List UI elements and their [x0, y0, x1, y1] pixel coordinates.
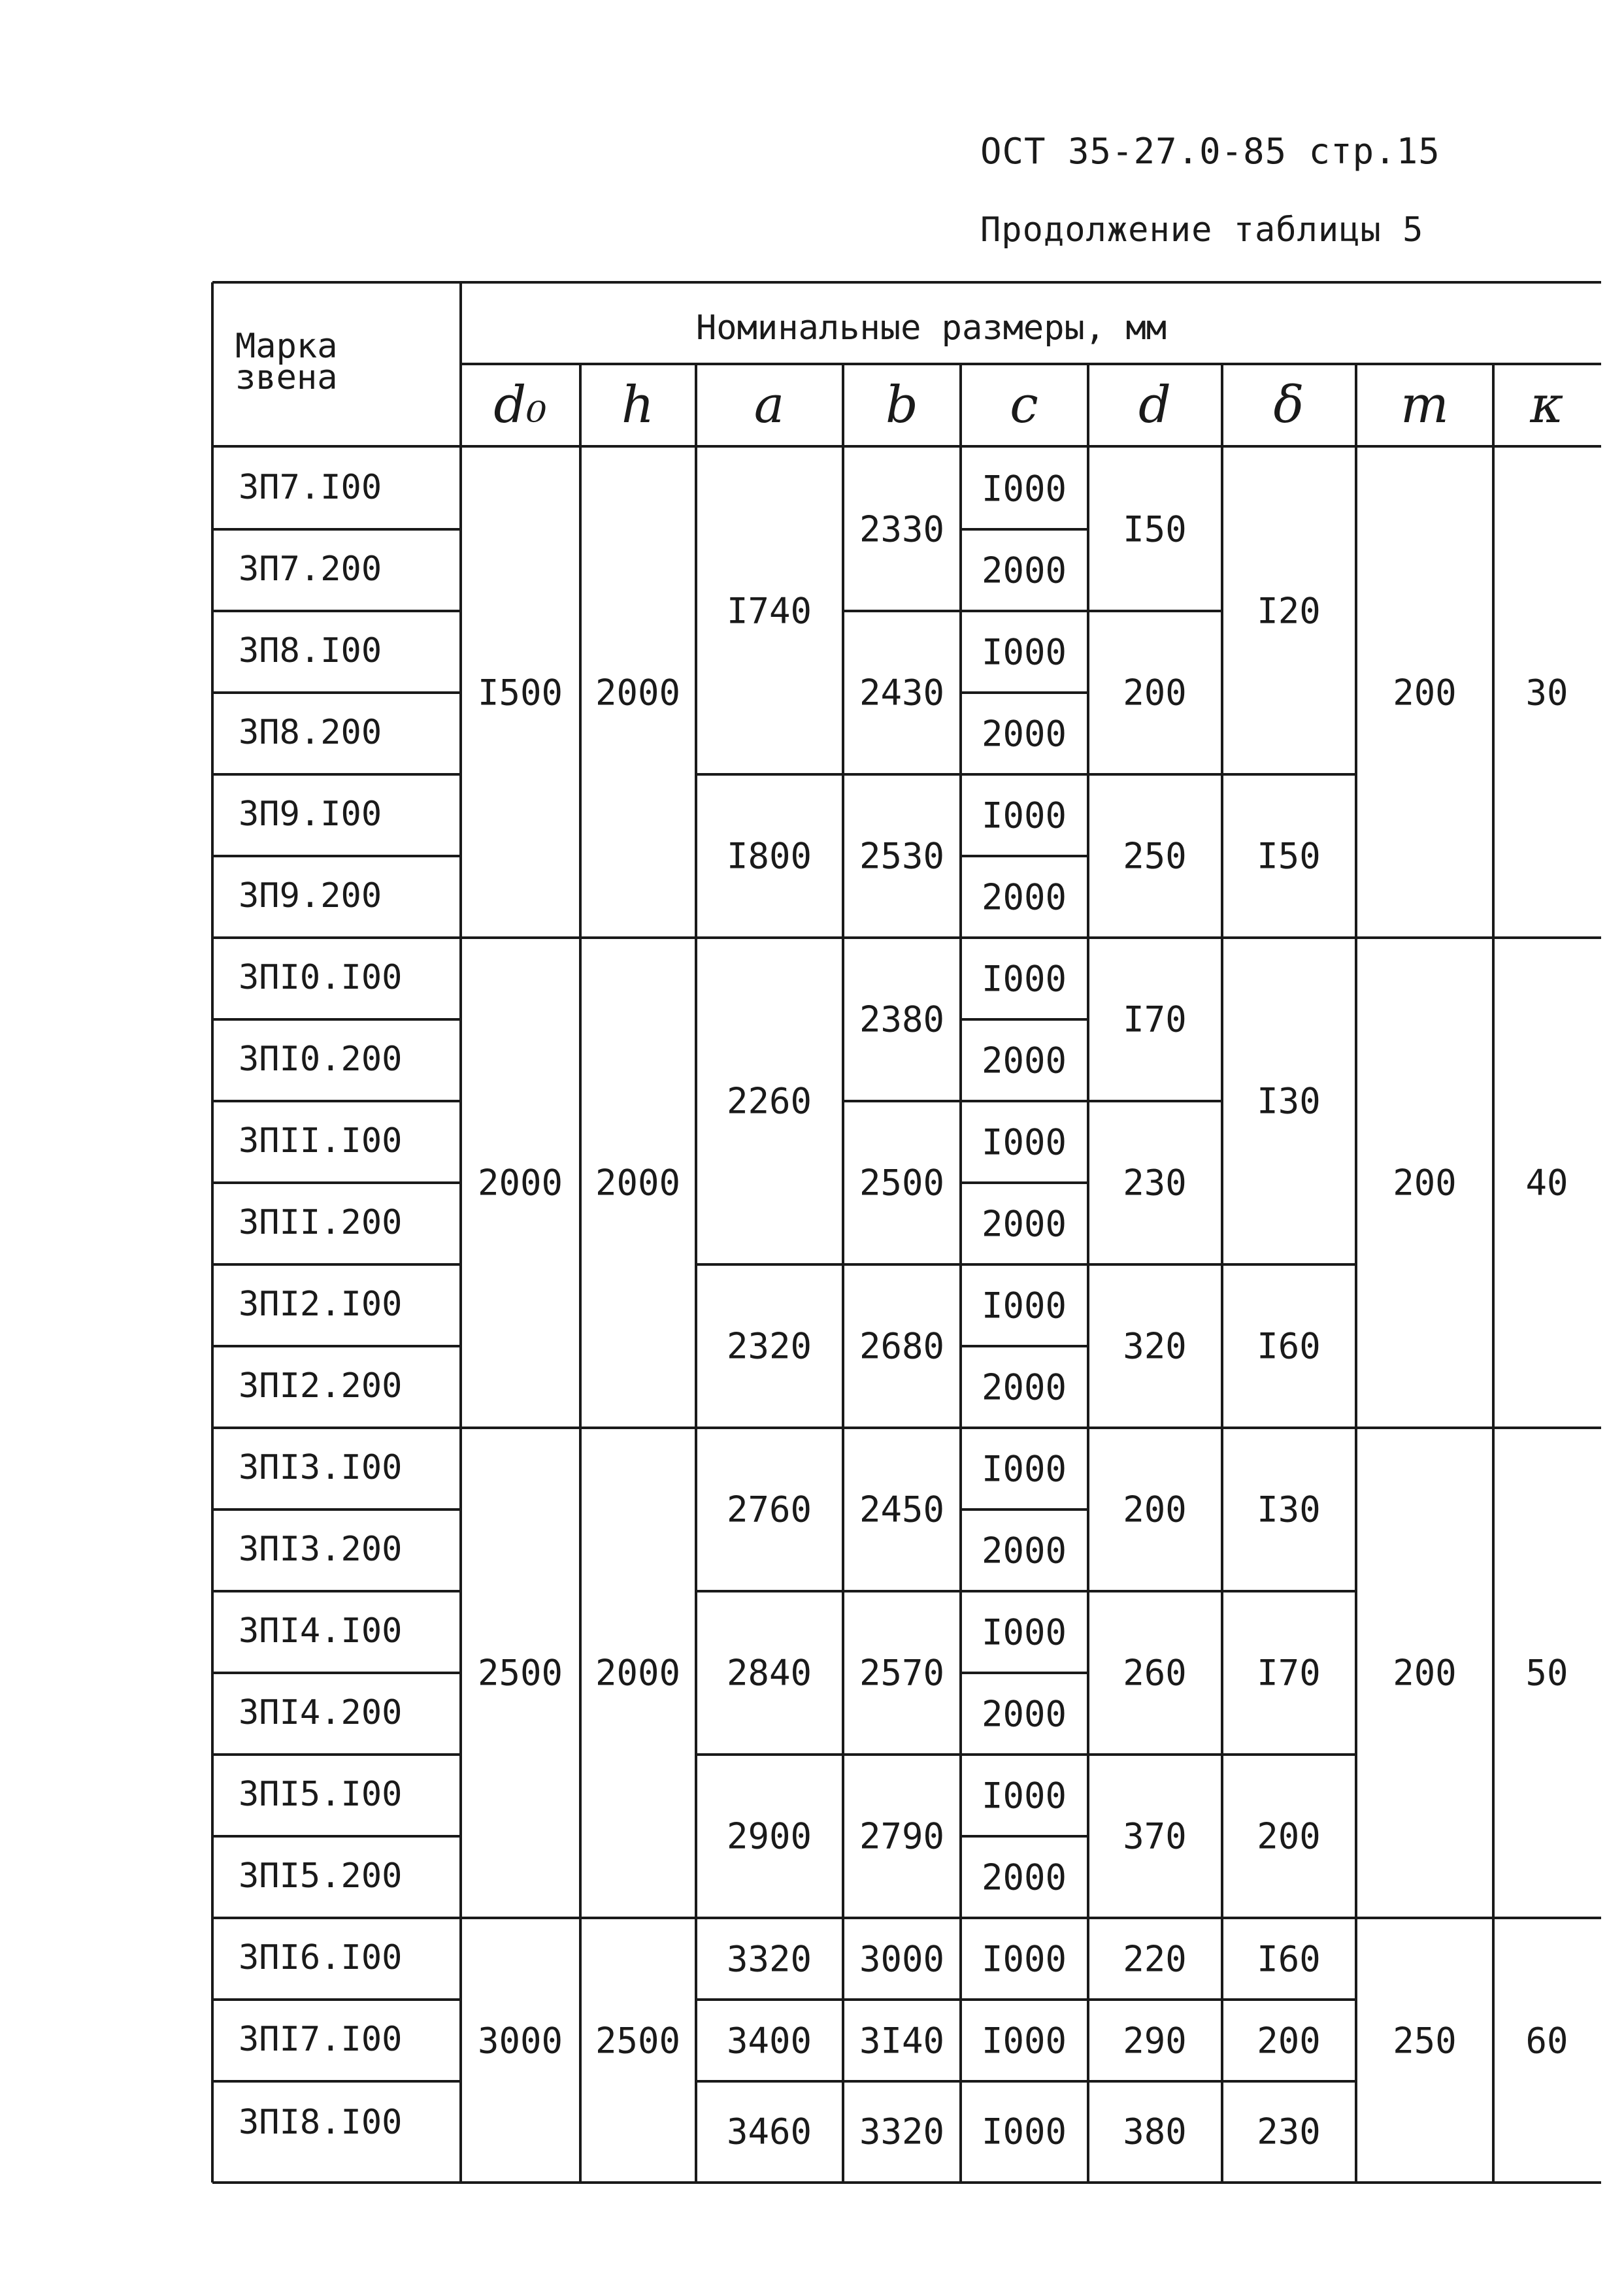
a-cell: I800 — [726, 835, 812, 877]
mark-cell: ЗП8.200 — [239, 713, 382, 752]
h-cell: 2000 — [595, 1162, 681, 1204]
dims-header: Номинальные размеры, мм — [696, 308, 1167, 348]
mark-cell: ЗПII.200 — [239, 1203, 403, 1242]
table-continuation-label: Продолжение таблицы 5 — [980, 210, 1424, 250]
col-header-b: b — [886, 376, 918, 435]
d0-cell: 2000 — [477, 1162, 563, 1204]
m-cell: 200 — [1393, 1652, 1457, 1694]
b-cell: 3320 — [859, 2111, 945, 2153]
delta-cell: I30 — [1257, 1080, 1321, 1122]
mark-cell: ЗПI5.200 — [239, 1856, 403, 1896]
mark-cell: ЗП8.I00 — [239, 631, 382, 670]
h-cell: 2500 — [595, 2020, 681, 2062]
b-cell: 2330 — [859, 508, 945, 550]
mark-header-line1: Марка — [235, 327, 338, 366]
m-cell: 200 — [1393, 1162, 1457, 1204]
mark-cell: ЗПI7.I00 — [239, 2020, 403, 2059]
c-cell: I000 — [981, 958, 1067, 1000]
mark-cell: ЗП9.I00 — [239, 795, 382, 834]
c-cell: I000 — [981, 2111, 1067, 2153]
col-header-d: d — [1138, 376, 1171, 435]
delta-cell: I20 — [1257, 590, 1321, 632]
c-cell: 2000 — [981, 1203, 1067, 1245]
k-cell: 30 — [1525, 672, 1568, 714]
mark-cell: ЗПI2.200 — [239, 1366, 403, 1406]
a-cell: 2900 — [726, 1815, 812, 1857]
mark-cell: ЗПI6.I00 — [239, 1938, 403, 1977]
c-cell: I000 — [981, 2020, 1067, 2062]
d0-cell: 2500 — [477, 1652, 563, 1694]
b-cell: 2450 — [859, 1489, 945, 1530]
d-cell: 200 — [1123, 672, 1187, 714]
c-cell: I000 — [981, 631, 1067, 673]
c-cell: 2000 — [981, 1693, 1067, 1735]
delta-cell: 230 — [1257, 2111, 1321, 2153]
b-cell: 2680 — [859, 1325, 945, 1367]
a-cell: 3460 — [726, 2111, 812, 2153]
c-cell: 2000 — [981, 1530, 1067, 1572]
a-cell: 3400 — [726, 2020, 812, 2062]
b-cell: 2530 — [859, 835, 945, 877]
c-cell: I000 — [981, 1938, 1067, 1980]
mark-cell: ЗПI2.I00 — [239, 1285, 403, 1324]
m-cell: 250 — [1393, 2020, 1457, 2062]
b-cell: 2790 — [859, 1815, 945, 1857]
k-cell: 50 — [1525, 1652, 1568, 1694]
b-cell: 3I40 — [859, 2020, 945, 2062]
d0-cell: 3000 — [477, 2020, 563, 2062]
c-cell: 2000 — [981, 550, 1067, 591]
b-cell: 2570 — [859, 1652, 945, 1694]
h-cell: 2000 — [595, 1652, 681, 1694]
mark-cell: ЗП7.I00 — [239, 468, 382, 507]
d-cell: I70 — [1123, 998, 1187, 1040]
d-cell: 290 — [1123, 2020, 1187, 2062]
d-cell: 370 — [1123, 1815, 1187, 1857]
col-header-m: m — [1400, 376, 1449, 435]
delta-cell: I60 — [1257, 1938, 1321, 1980]
col-header-c: c — [1010, 376, 1038, 435]
mark-header-line2: звена — [235, 358, 338, 397]
c-cell: I000 — [981, 1611, 1067, 1653]
d-cell: 250 — [1123, 835, 1187, 877]
a-cell: 2320 — [726, 1325, 812, 1367]
col-header-k: κ — [1530, 376, 1564, 435]
mark-cell: ЗПI0.I00 — [239, 958, 403, 997]
d-cell: 260 — [1123, 1652, 1187, 1694]
mark-cell: ЗПI8.I00 — [239, 2103, 403, 2142]
d-cell: 200 — [1123, 1489, 1187, 1530]
delta-cell: I70 — [1257, 1652, 1321, 1694]
k-cell: 60 — [1525, 2020, 1568, 2062]
c-cell: I000 — [981, 1285, 1067, 1327]
d-cell: 380 — [1123, 2111, 1187, 2153]
b-cell: 2500 — [859, 1162, 945, 1204]
mark-cell: ЗП7.200 — [239, 550, 382, 589]
c-cell: 2000 — [981, 1040, 1067, 1081]
col-header-h: h — [621, 376, 655, 435]
delta-cell: 200 — [1257, 2020, 1321, 2062]
m-cell: 200 — [1393, 672, 1457, 714]
d-cell: 320 — [1123, 1325, 1187, 1367]
delta-cell: I50 — [1257, 835, 1321, 877]
delta-cell: 200 — [1257, 1815, 1321, 1857]
a-cell: 2260 — [726, 1080, 812, 1122]
a-cell: 2840 — [726, 1652, 812, 1694]
document-reference: ОСТ 35-27.0-85 стр.15 — [980, 131, 1440, 172]
c-cell: 2000 — [981, 876, 1067, 918]
c-cell: 2000 — [981, 1366, 1067, 1408]
a-cell: 3320 — [726, 1938, 812, 1980]
c-cell: I000 — [981, 468, 1067, 510]
c-cell: 2000 — [981, 1856, 1067, 1898]
a-cell: 2760 — [726, 1489, 812, 1530]
c-cell: I000 — [981, 1775, 1067, 1817]
col-header-delta: δ — [1273, 376, 1304, 435]
c-cell: 2000 — [981, 713, 1067, 755]
mark-cell: ЗПI4.I00 — [239, 1611, 403, 1651]
d-cell: 230 — [1123, 1162, 1187, 1204]
c-cell: I000 — [981, 1448, 1067, 1490]
h-cell: 2000 — [595, 672, 681, 714]
mark-cell: ЗПI3.I00 — [239, 1448, 403, 1487]
b-cell: 2380 — [859, 998, 945, 1040]
mark-cell: ЗПI5.I00 — [239, 1775, 403, 1814]
delta-cell: I30 — [1257, 1489, 1321, 1530]
c-cell: I000 — [981, 1121, 1067, 1163]
mark-cell: ЗПI4.200 — [239, 1693, 403, 1732]
a-cell: I740 — [726, 590, 812, 632]
mark-cell: ЗПII.I00 — [239, 1121, 403, 1161]
b-cell: 2430 — [859, 672, 945, 714]
c-cell: I000 — [981, 795, 1067, 836]
delta-cell: I60 — [1257, 1325, 1321, 1367]
mark-cell: ЗПI0.200 — [239, 1040, 403, 1079]
d-cell: 220 — [1123, 1938, 1187, 1980]
d-cell: I50 — [1123, 508, 1187, 550]
col-header-d0: d₀ — [493, 376, 547, 435]
b-cell: 3000 — [859, 1938, 945, 1980]
d0-cell: I500 — [477, 672, 563, 714]
mark-cell: ЗПI3.200 — [239, 1530, 403, 1569]
col-header-a: a — [754, 376, 785, 435]
mark-cell: ЗП9.200 — [239, 876, 382, 916]
k-cell: 40 — [1525, 1162, 1568, 1204]
